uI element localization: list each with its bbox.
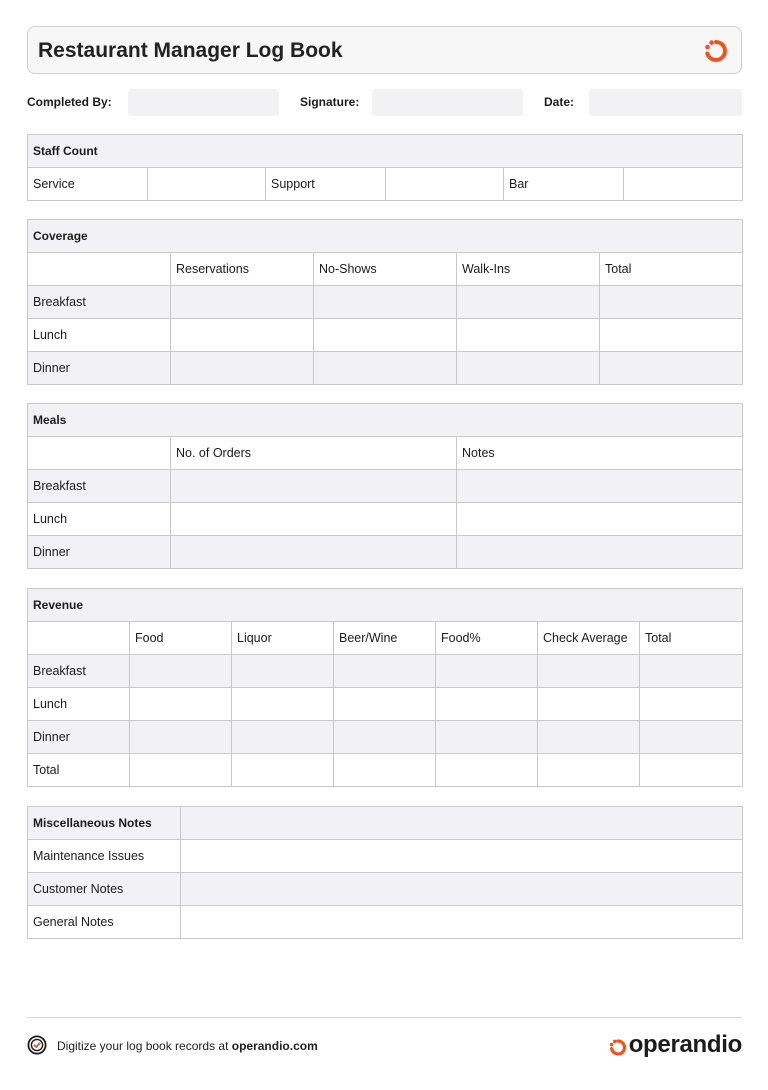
coverage-input-cell[interactable] xyxy=(457,352,600,385)
coverage-input-cell[interactable] xyxy=(457,286,600,319)
coverage-input-cell[interactable] xyxy=(171,319,314,352)
coverage-col-header: Total xyxy=(600,253,743,286)
coverage-row-label: Lunch xyxy=(28,319,171,352)
staff-support-input[interactable] xyxy=(386,168,504,201)
revenue-input-cell[interactable] xyxy=(436,754,538,787)
meta-row xyxy=(27,89,742,116)
misc-row-label: Customer Notes xyxy=(28,873,181,906)
revenue-input-cell[interactable] xyxy=(538,754,640,787)
meals-corner-cell xyxy=(28,437,171,470)
revenue-input-cell[interactable] xyxy=(334,688,436,721)
revenue-input-cell[interactable] xyxy=(334,721,436,754)
revenue-input-cell[interactable] xyxy=(640,721,743,754)
staff-count-heading: Staff Count xyxy=(28,135,743,168)
revenue-input-cell[interactable] xyxy=(538,721,640,754)
revenue-input-cell[interactable] xyxy=(130,688,232,721)
revenue-input-cell[interactable] xyxy=(640,655,743,688)
footer-divider xyxy=(27,1017,742,1018)
misc-notes-input-cell[interactable] xyxy=(181,873,743,906)
misc-notes-table xyxy=(27,806,743,939)
revenue-col-header: Food% xyxy=(436,622,538,655)
signature-field[interactable] xyxy=(372,89,523,116)
revenue-row-label: Breakfast xyxy=(28,655,130,688)
revenue-input-cell[interactable] xyxy=(334,655,436,688)
meals-row-label: Dinner xyxy=(28,536,171,569)
coverage-input-cell[interactable] xyxy=(314,352,457,385)
revenue-input-cell[interactable] xyxy=(232,754,334,787)
revenue-input-cell[interactable] xyxy=(436,721,538,754)
footer-prefix: Digitize your log book records at xyxy=(57,1039,232,1053)
meals-heading: Meals xyxy=(28,404,743,437)
footer-link[interactable]: operandio.com xyxy=(231,1039,318,1053)
meals-input-cell[interactable] xyxy=(171,503,457,536)
revenue-corner-cell xyxy=(28,622,130,655)
misc-notes-input-cell[interactable] xyxy=(181,840,743,873)
coverage-input-cell[interactable] xyxy=(171,352,314,385)
misc-notes-input-cell[interactable] xyxy=(181,807,743,840)
revenue-row-label: Dinner xyxy=(28,721,130,754)
misc-row-label: Maintenance Issues xyxy=(28,840,181,873)
operandio-logo-icon xyxy=(703,38,729,64)
meals-input-cell[interactable] xyxy=(457,470,743,503)
meals-input-cell[interactable] xyxy=(171,470,457,503)
coverage-col-header: No-Shows xyxy=(314,253,457,286)
meals-row-label: Breakfast xyxy=(28,470,171,503)
footer-text xyxy=(57,1039,318,1053)
completed-by-label: Completed By: xyxy=(27,95,112,109)
completed-by-field[interactable] xyxy=(128,89,279,116)
revenue-input-cell[interactable] xyxy=(232,688,334,721)
coverage-row-label: Breakfast xyxy=(28,286,171,319)
revenue-input-cell[interactable] xyxy=(130,754,232,787)
coverage-heading: Coverage xyxy=(28,220,743,253)
coverage-row-label: Dinner xyxy=(28,352,171,385)
coverage-input-cell[interactable] xyxy=(171,286,314,319)
meals-input-cell[interactable] xyxy=(171,536,457,569)
revenue-input-cell[interactable] xyxy=(640,688,743,721)
coverage-input-cell[interactable] xyxy=(314,286,457,319)
revenue-input-cell[interactable] xyxy=(232,655,334,688)
staff-service-label: Service xyxy=(28,168,148,201)
coverage-corner-cell xyxy=(28,253,171,286)
coverage-table xyxy=(27,219,743,385)
brand-logo xyxy=(608,1030,742,1060)
date-label: Date: xyxy=(544,95,575,109)
revenue-input-cell[interactable] xyxy=(334,754,436,787)
revenue-input-cell[interactable] xyxy=(436,655,538,688)
staff-bar-input[interactable] xyxy=(624,168,743,201)
meals-col-header: Notes xyxy=(457,437,743,470)
coverage-input-cell[interactable] xyxy=(457,319,600,352)
brand-name: operandio xyxy=(628,1031,742,1058)
misc-notes-input-cell[interactable] xyxy=(181,906,743,939)
revenue-row-label: Total xyxy=(28,754,130,787)
revenue-input-cell[interactable] xyxy=(130,721,232,754)
revenue-col-header: Total xyxy=(640,622,743,655)
date-field[interactable] xyxy=(589,89,742,116)
staff-count-table xyxy=(27,134,743,201)
coverage-col-header: Reservations xyxy=(171,253,314,286)
title-bar xyxy=(27,26,742,74)
revenue-heading: Revenue xyxy=(28,589,743,622)
revenue-input-cell[interactable] xyxy=(130,655,232,688)
revenue-input-cell[interactable] xyxy=(436,688,538,721)
meals-input-cell[interactable] xyxy=(457,536,743,569)
revenue-col-header: Beer/Wine xyxy=(334,622,436,655)
meals-col-header: No. of Orders xyxy=(171,437,457,470)
page-title: Restaurant Manager Log Book xyxy=(38,39,343,62)
revenue-input-cell[interactable] xyxy=(640,754,743,787)
coverage-input-cell[interactable] xyxy=(314,319,457,352)
coverage-col-header: Walk-Ins xyxy=(457,253,600,286)
coverage-input-cell[interactable] xyxy=(600,286,743,319)
check-circle-icon xyxy=(27,1035,47,1055)
revenue-col-header: Food xyxy=(130,622,232,655)
revenue-col-header: Liquor xyxy=(232,622,334,655)
misc-row-label: General Notes xyxy=(28,906,181,939)
signature-label: Signature: xyxy=(300,95,360,109)
meals-row-label: Lunch xyxy=(28,503,171,536)
coverage-input-cell[interactable] xyxy=(600,319,743,352)
meals-input-cell[interactable] xyxy=(457,503,743,536)
misc-notes-heading: Miscellaneous Notes xyxy=(28,807,181,840)
revenue-input-cell[interactable] xyxy=(538,688,640,721)
revenue-input-cell[interactable] xyxy=(232,721,334,754)
revenue-row-label: Lunch xyxy=(28,688,130,721)
revenue-input-cell[interactable] xyxy=(538,655,640,688)
staff-bar-label: Bar xyxy=(504,168,624,201)
coverage-input-cell[interactable] xyxy=(600,352,743,385)
staff-service-input[interactable] xyxy=(148,168,266,201)
revenue-table xyxy=(27,588,743,787)
operandio-logo-icon xyxy=(608,1037,628,1057)
meals-table xyxy=(27,403,743,569)
revenue-col-header: Check Average xyxy=(538,622,640,655)
staff-support-label: Support xyxy=(266,168,386,201)
